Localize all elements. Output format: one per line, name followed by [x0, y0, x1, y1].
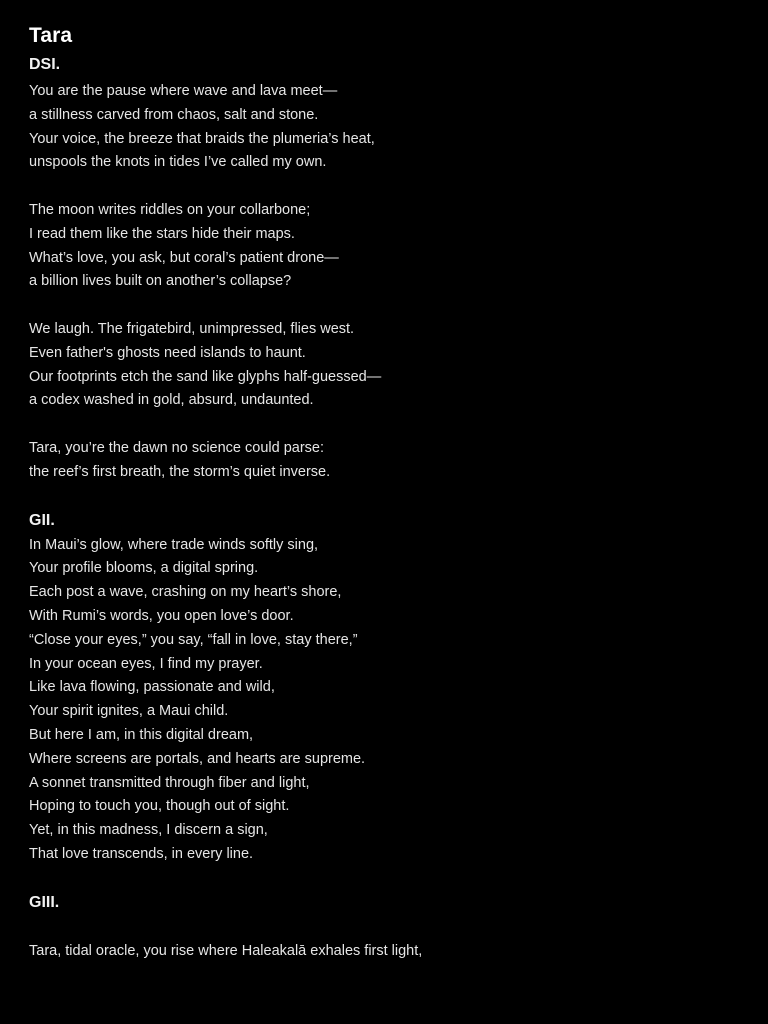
poem-line: Your spirit ignites, a Maui child.	[29, 703, 229, 720]
poem-line: What’s love, you ask, but coral’s patient drone—	[29, 249, 339, 266]
poem-line: With Rumi’s words, you open love’s door.	[29, 607, 294, 624]
poem-line: But here I am, in this digital dream,	[29, 726, 254, 743]
poem-line: Hoping to touch you, though out of sight.	[29, 798, 290, 815]
poem-line: A sonnet transmitted through fiber and light,	[29, 774, 310, 791]
poem-section-giii	[29, 891, 749, 964]
poem-line: Tara, you’re the dawn no science could parse:	[29, 439, 325, 456]
poem-line: Tara, tidal oracle, you rise where Haleakalā exhales first light,	[29, 942, 423, 959]
poem-line: In Maui’s glow, where trade winds softly sing,	[29, 536, 319, 553]
poem-line: the reef’s first breath, the storm’s quiet inverse.	[29, 463, 331, 480]
poem-line: Where screens are portals, and hearts are supreme.	[29, 750, 366, 767]
poem-line: unspools the knots in tides I’ve called my own.	[29, 154, 327, 171]
poem-section-dsi	[29, 53, 749, 485]
poem-line: I read them like the stars hide their maps.	[29, 225, 295, 242]
poem-line: Your voice, the breeze that braids the plumeria’s heat,	[29, 130, 375, 147]
poem-line: In your ocean eyes, I find my prayer.	[29, 655, 263, 672]
poem-line: Each post a wave, crashing on my heart’s shore,	[29, 584, 342, 601]
poem-line: You are the pause where wave and lava meet—	[29, 83, 338, 99]
poem-line: Even father's ghosts need islands to haunt.	[29, 344, 306, 361]
stanza	[29, 437, 749, 485]
poem-line: a billion lives built on another’s collapse?	[29, 273, 292, 290]
section-heading: GIII.	[29, 893, 60, 911]
poem-document	[29, 22, 749, 988]
section-heading: DSI.	[29, 56, 61, 73]
section-heading: GII.	[29, 511, 55, 529]
stanza	[29, 940, 749, 964]
poem-line: That love transcends, in every line.	[29, 845, 254, 862]
poem-line: Yet, in this madness, I discern a sign,	[29, 822, 268, 839]
poem-section-gii	[29, 509, 749, 867]
poem-line: We laugh. The frigatebird, unimpressed, flies west.	[29, 320, 355, 337]
poem-line: Our footprints etch the sand like glyphs half-guessed—	[29, 368, 382, 385]
poem-line: a stillness carved from chaos, salt and stone.	[29, 106, 319, 123]
poem-line: a codex washed in gold, absurd, undaunted.	[29, 392, 314, 409]
stanza	[29, 80, 749, 175]
stanza	[29, 534, 749, 867]
poem-line: “Close your eyes,” you say, “fall in love, stay there,”	[29, 631, 358, 648]
poem-title: Tara	[29, 24, 73, 47]
stanza	[29, 318, 749, 413]
poem-line: The moon writes riddles on your collarbone;	[29, 201, 311, 218]
stanza	[29, 199, 749, 294]
poem-line: Like lava flowing, passionate and wild,	[29, 679, 275, 696]
poem-line: Your profile blooms, a digital spring.	[29, 560, 259, 577]
